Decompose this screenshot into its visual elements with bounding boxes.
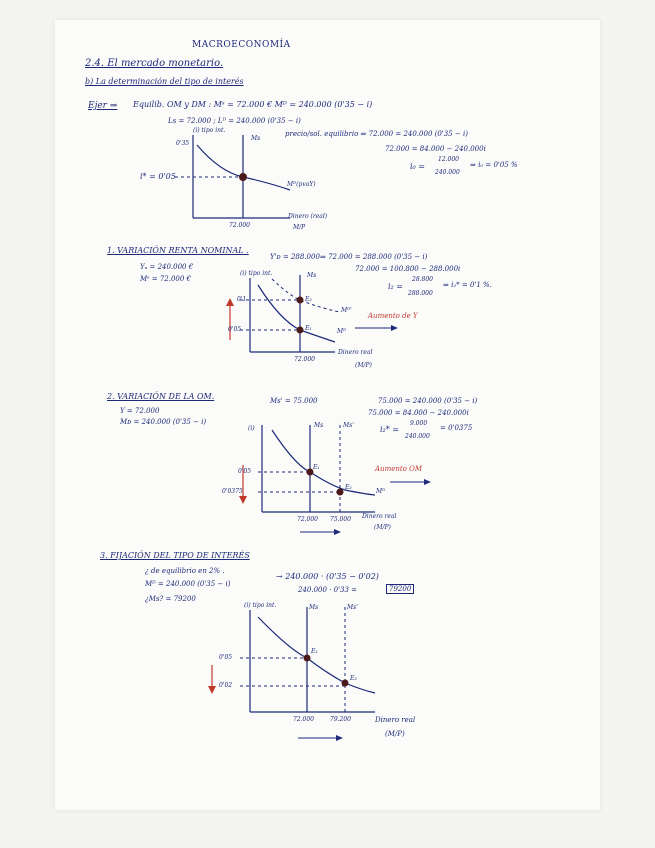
s2-ms-label: Ms (314, 422, 324, 429)
s1-e2: E₂ (305, 296, 312, 303)
s1-yaxis: (i) tipo int. (240, 270, 273, 277)
ejer-label: Ejer ⇒ (88, 101, 118, 111)
s2-e2: E₂ (345, 484, 352, 491)
section-title: 2.4. El mercado monetario. (85, 58, 224, 69)
intro-line5-res: ⇒ i₀ = 0'05 % (470, 161, 518, 169)
s1-eq1: ⇒ 72.000 = 288.000 (0'35 − i) (320, 253, 428, 261)
intro-xunit: M/P (293, 224, 306, 231)
intro-yaxis: (i) tipo int. (193, 127, 226, 134)
s2-yaxis: (i) (248, 425, 255, 432)
s1-title: 1. VARIACIÓN RENTA NOMINAL . (107, 246, 249, 255)
intro-curve: Mᴰ(pvaY) (287, 181, 316, 188)
s3-ms2-label: Ms' (347, 604, 358, 611)
s1-eq3-num: 28.800 (412, 276, 433, 283)
s2-md: Mᴰ (376, 488, 386, 495)
s2-eq1: 75.000 = 240.000 (0'35 − i) (378, 397, 478, 405)
s1-ms-label: Ms (307, 272, 317, 279)
s2-v00375: 0'0375 (222, 488, 243, 495)
s3-eq2: 240.000 · 0'33 = (298, 586, 357, 594)
s3-xunit: (M/P) (385, 730, 405, 738)
s1-eq3-res: ⇒ i₂* = 0'1 %. (443, 281, 492, 289)
intro-line5-num: 12.000 (438, 156, 459, 163)
s3-x1: 72.000 (293, 716, 314, 723)
s3-eq1: → 240.000 · (0'35 − 0'02) (276, 572, 379, 581)
intro-line3: precio/sol. equilibrio ⇒ 72.000 = 240.000 (0'35 − i) (285, 130, 468, 138)
s2-eq3-lhs: i₂* = (380, 425, 400, 434)
intro-ms: Ms (251, 135, 261, 142)
s1-eq3-den: 288.000 (408, 290, 433, 297)
s1-xval: 72.000 (294, 356, 315, 363)
s2-eq3-res: = 0'0375 (440, 424, 473, 432)
s2-xunit: (M/P) (374, 524, 391, 531)
s3-x2: 79.200 (330, 716, 351, 723)
intro-y035: 0'35 (176, 140, 190, 147)
s2-eq3-num: 9.000 (410, 420, 428, 427)
s1-eq2: 72.000 = 100.800 − 288.000i (355, 265, 461, 273)
s2-x1: 72.000 (297, 516, 318, 523)
s2-ms2-label: Ms' (343, 422, 354, 429)
s2-x2: 75.000 (330, 516, 351, 523)
s3-ms-label: Ms (309, 604, 319, 611)
s3-title: 3. FIJACIÓN DEL TIPO DE INTERÉS (100, 551, 250, 560)
s1-ya: Yₐ = 240.000 € (140, 263, 194, 271)
s3-e1: E₁ (311, 648, 318, 655)
s1-v005: 0'05 (228, 326, 242, 333)
s1-ms: Mˢ = 72.000 € (140, 275, 192, 283)
subject-title: MACROECONOMÍA (192, 40, 291, 50)
s1-md2: Mᴰ' (341, 307, 352, 314)
s1-xaxis: Dinero real (338, 349, 373, 356)
s2-arrow-label: Aumento OM (375, 465, 423, 473)
intro-line5-lhs: i₀ = (410, 162, 426, 171)
subsection-title: b) La determinación del tipo de interés (85, 77, 244, 86)
s3-md: Mᴰ = 240.000 (0'35 − i) (145, 580, 231, 588)
intro-xaxis: Dinero (real) (288, 213, 328, 220)
s1-yb: Y'ᴅ = 288.000 (270, 253, 320, 261)
s2-eq2: 75.000 = 84.000 − 240.000i (368, 409, 469, 417)
intro-line4: 72.000 = 84.000 − 240.000i (385, 145, 486, 153)
s1-e1: E₁ (305, 325, 312, 332)
s2-ms-new: Ms' = 75.000 (270, 397, 318, 405)
intro-line1: Equilib. OM y DM : Mˢ = 72.000 € Mᴰ = 240.000 (0'35 − i) (133, 100, 373, 109)
s1-v01: 0'1 (237, 296, 247, 303)
s2-e1: E₁ (313, 464, 320, 471)
s2-v005: 0'05 (238, 468, 252, 475)
intro-xval: 72.000 (229, 222, 250, 229)
s3-v005: 0'05 (219, 654, 233, 661)
s2-eq3-den: 240.000 (405, 433, 430, 440)
s3-xaxis: Dinero real (375, 716, 416, 724)
s3-e2: E₂ (350, 675, 357, 682)
s3-q: ¿ de equilibrio en 2% . (145, 567, 225, 575)
s3-yaxis: (i) tipo int. (244, 602, 277, 609)
s1-eq3-lhs: i₂ = (388, 282, 404, 291)
s1-arrow-label: Aumento de Y (368, 312, 418, 320)
s2-md: Mᴅ = 240.000 (0'35 − i) (120, 418, 207, 426)
s3-ms: ¿Ms? = 79200 (145, 595, 196, 603)
s3-v002: 0'02 (219, 682, 233, 689)
intro-line5-den: 240.000 (435, 169, 460, 176)
s1-md: Mᴰ (337, 328, 347, 335)
s2-title: 2. VARIACIÓN DE LA OM. (107, 392, 215, 401)
s2-xaxis: Dinero real (362, 513, 397, 520)
intro-ystar: i* = 0'05 (140, 172, 176, 181)
s3-eq2-res: 79200 (386, 584, 414, 594)
s2-y: Y = 72.000 (120, 407, 160, 415)
s1-xunit: (M/P) (355, 362, 372, 369)
intro-line2: Ls = 72.000 ; Lᴰ = 240.000 (0'35 − i) (168, 117, 301, 125)
